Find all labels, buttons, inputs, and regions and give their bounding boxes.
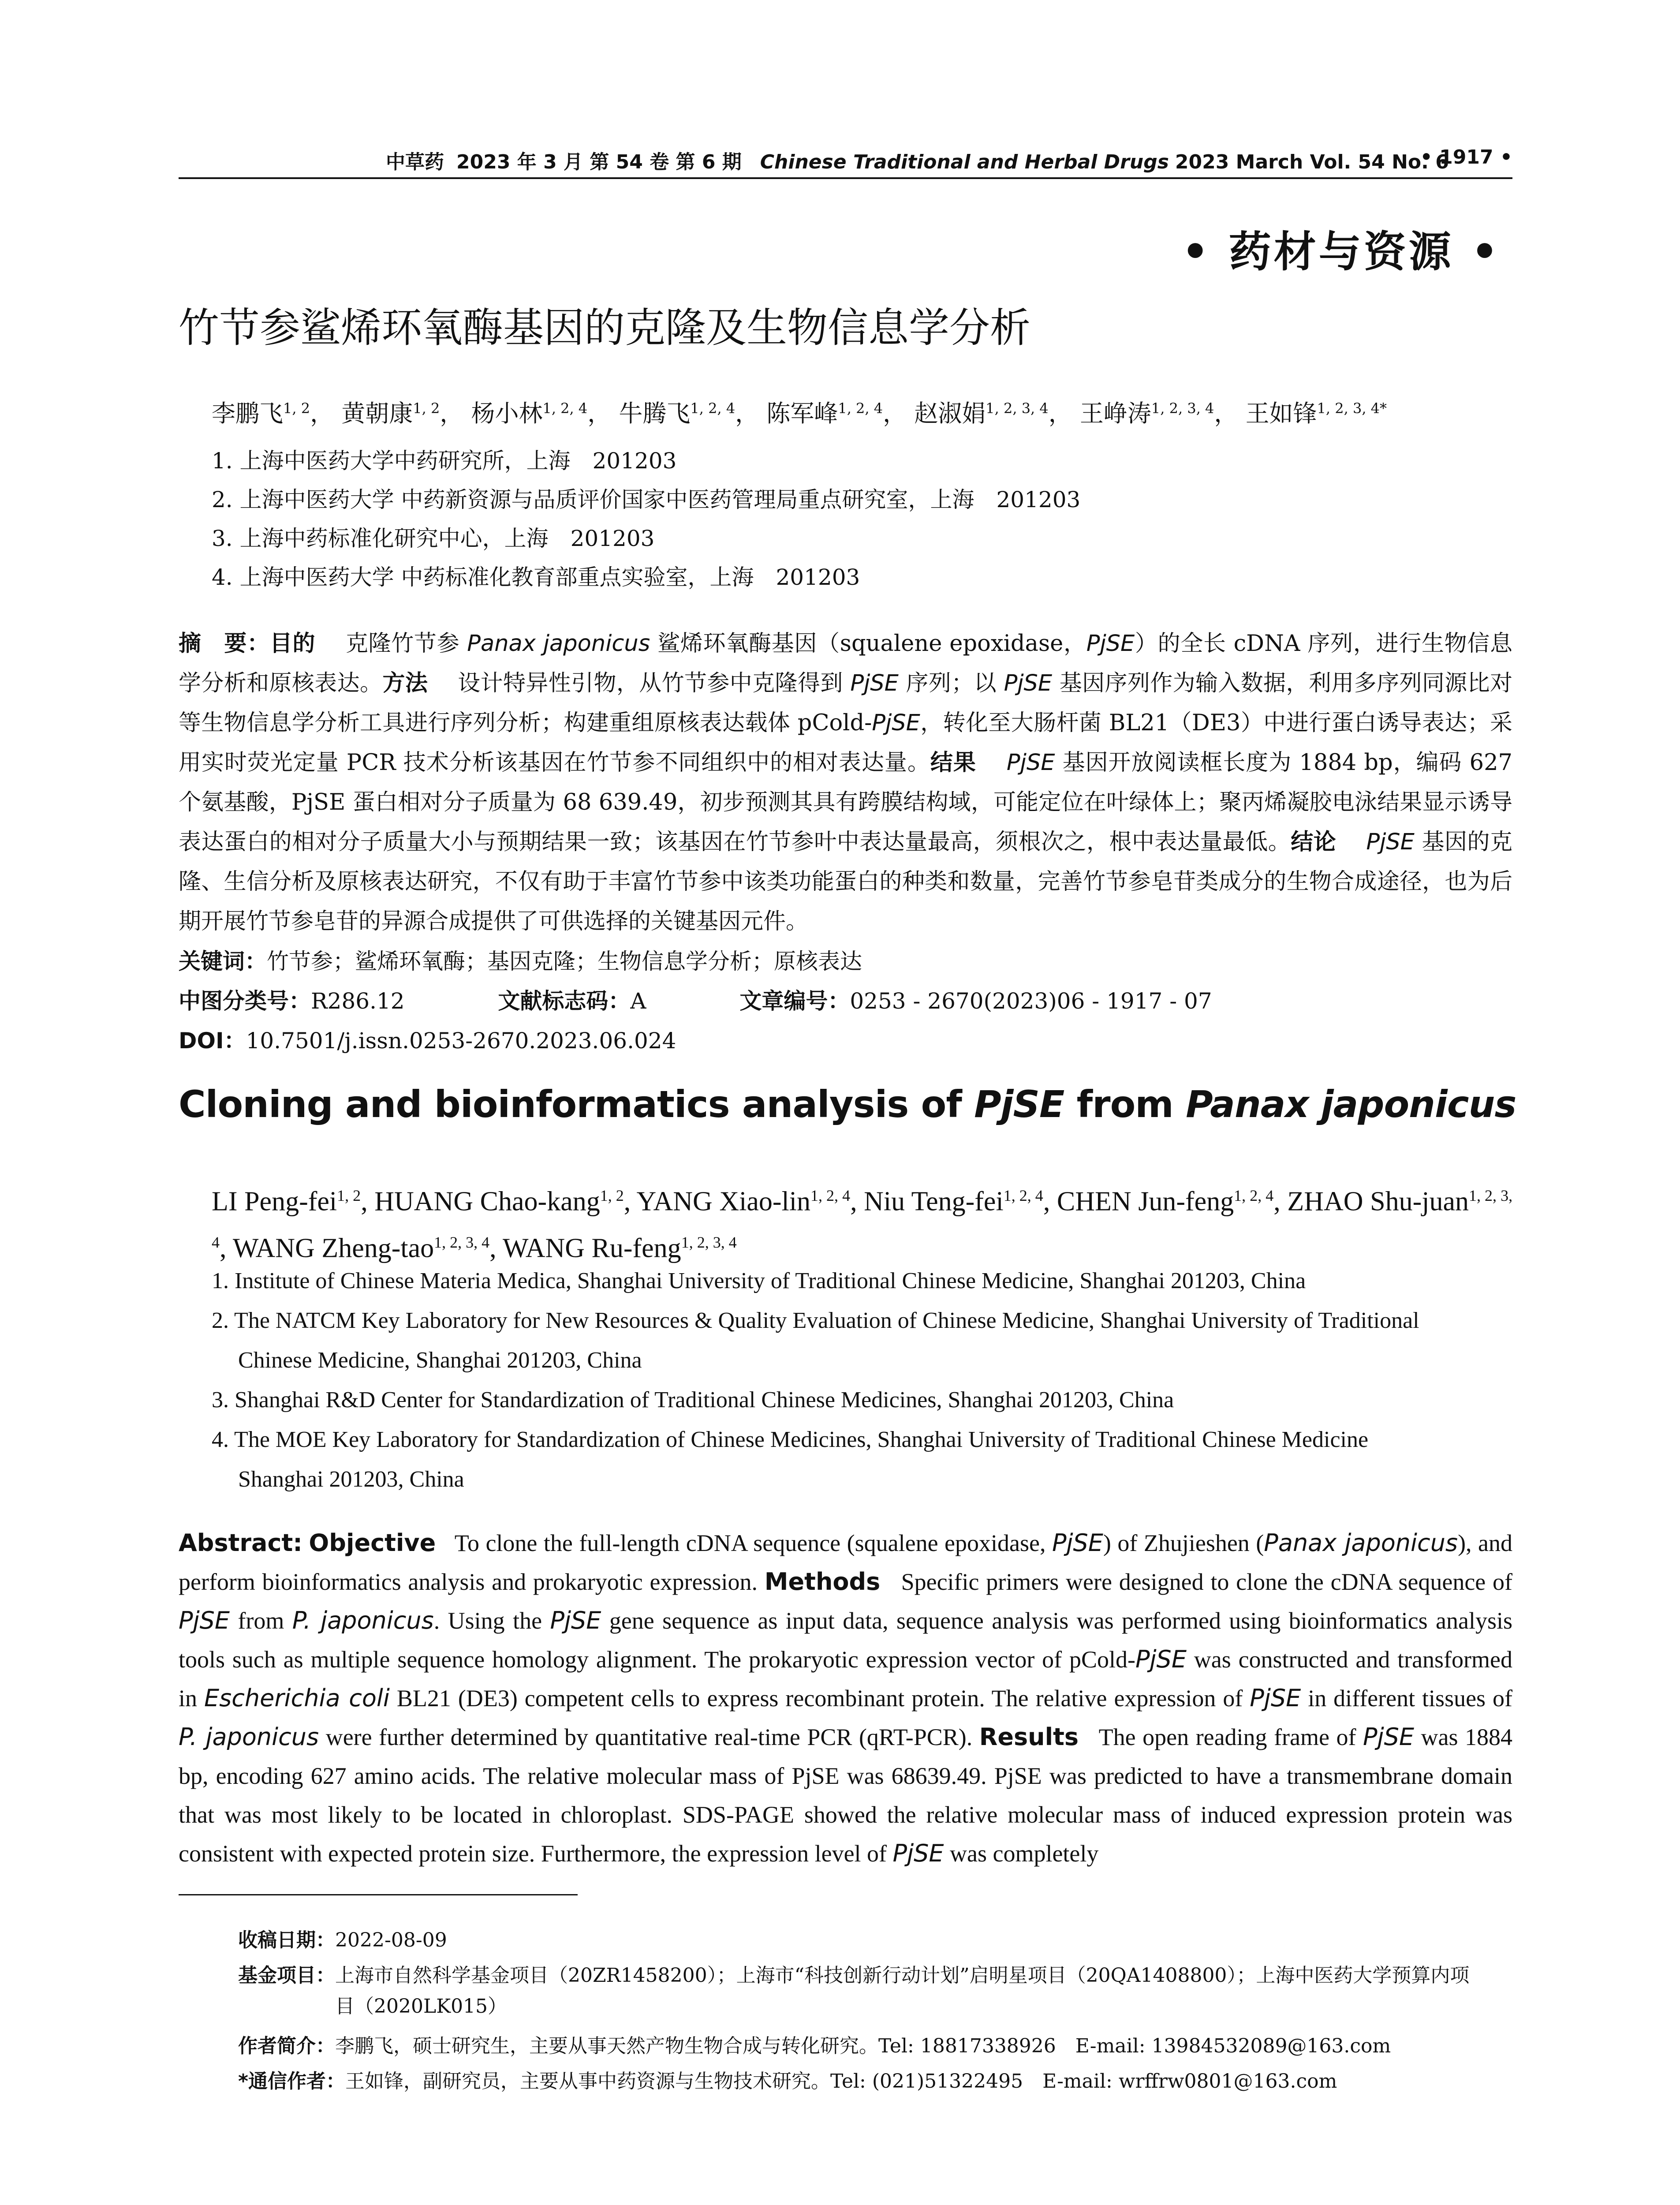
- abstract-en-text: was 1884 bp, encoding 627 amino acids. The relative molecular mass of PjSE was 68639.49. PjSE was predicted to have a transmembrane domain that was most likely to be located in chloroplast. SDS-PAGE showed the relative molecular mass of induced expression protein was consistent with expected protein size. Furthermore, the expression level of: [179, 1724, 1512, 1867]
- issue-en: 2023 March Vol. 54 No. 6: [1175, 151, 1449, 173]
- fund-label: 基金项目：: [238, 1964, 335, 1987]
- gene-name: PjSE: [1366, 829, 1415, 855]
- abstract-en-text: from: [229, 1607, 292, 1634]
- author-aff-cn: 1, 2, 3, 4: [986, 400, 1049, 417]
- abstract-en-text: ), and perform bioinformatics analysis and prokaryotic expression.: [179, 1530, 1513, 1595]
- abstract-text: 基因开放阅读框长度为 1884 bp，编码 627 个氨基酸，PjSE 蛋白相对分子质量为 68 639.49，初步预测其具有跨膜结构域，可能定位在叶绿体上；聚丙烯凝胶电泳结果显示诱导表达蛋白的相对分子质量大小与预期结果一致；该基因在竹节参叶中表达量最高，须根次之，根中表达量最低。: [179, 750, 1512, 855]
- affiliation-en-line: Shanghai 201203, China: [238, 1467, 464, 1492]
- abstract-en-label: Abstract:: [179, 1529, 302, 1557]
- doc-code-label: 文献标志码：: [498, 988, 631, 1014]
- author-aff-en: 1, 2, 3, 4: [434, 1233, 490, 1251]
- abstract-en-text: The open reading frame of: [1098, 1724, 1363, 1750]
- header-citation: [386, 146, 1449, 174]
- species-name: P. japonicus: [179, 1723, 319, 1751]
- author-cn: 王峥涛: [1079, 400, 1151, 427]
- fund-text: 目（2020LK015）: [335, 1995, 508, 2018]
- gene-name: PjSE: [1135, 1645, 1187, 1673]
- article-no-value: 0253 - 2670(2023)06 - 1917 - 07: [850, 988, 1212, 1014]
- author-en: WANG Zheng-tao: [232, 1233, 434, 1263]
- affiliation-en-line: 4. The MOE Key Laboratory for Standardization of Chinese Medicines, Shanghai University of Traditional Chinese Medicine: [212, 1427, 1369, 1452]
- species-name: Panax japonicus: [1264, 1529, 1458, 1557]
- header-rule: [179, 177, 1512, 179]
- clc-label: 中图分类号：: [179, 988, 311, 1014]
- received-label: 收稿日期：: [238, 1929, 335, 1951]
- corr-text: 王如锋，副研究员，主要从事中药资源与生物技术研究。Tel: (021)51322495 E-mail: wrffrw0801@163.com: [345, 2070, 1337, 2093]
- abstract-en-text: was completely: [944, 1840, 1099, 1867]
- author-cn: 陈军峰: [766, 400, 838, 427]
- abstract-en-text: . Using the: [433, 1607, 550, 1634]
- abstract-en-text: BL21 (DE3) competent cells to express recombinant protein. The relative expression of: [389, 1685, 1250, 1712]
- title-en-text: Cloning and bioinformatics analysis of: [179, 1083, 974, 1126]
- keywords-text: 竹节参；鲨烯环氧酶；基因克隆；生物信息学分析；原核表达: [267, 949, 862, 974]
- species-name: P. japonicus: [292, 1607, 434, 1634]
- affiliation-en-line: 3. Shanghai R&D Center for Standardization of Traditional Chinese Medicines, Shanghai 201203, China: [212, 1387, 1174, 1413]
- gene-name: PjSE: [1086, 631, 1135, 657]
- methods-label: 方法: [382, 670, 428, 696]
- affiliation-cn: 2. 上海中医药大学 中药新资源与品质评价国家中医药管理局重点研究室，上海 201203: [212, 487, 1081, 512]
- abstract-text: 鲨烯环氧酶基因（squalene epoxidase，: [650, 631, 1086, 657]
- title-en-text: from: [1064, 1083, 1186, 1126]
- abstract-en-text: was constructed and transformed in: [179, 1646, 1512, 1712]
- abstract-en-text: in different tissues of: [1301, 1685, 1513, 1712]
- gene-name: PjSE: [179, 1607, 230, 1634]
- affiliation-en: [212, 1261, 1512, 1301]
- title-en: [179, 1083, 1516, 1126]
- abstract-en-text: Specific primers were designed to clone the cDNA sequence of: [901, 1569, 1513, 1595]
- keywords-cn: [179, 944, 862, 975]
- gene-name: PjSE: [1052, 1529, 1103, 1557]
- abstract-text: 序列；以: [898, 670, 1004, 696]
- author-en: CHEN Jun-feng: [1057, 1186, 1234, 1217]
- author-cn: 赵淑娟: [914, 400, 986, 427]
- abstract-text: ）的全长 cDNA 序列，进行生物信息学分析和原核表达。: [179, 631, 1513, 696]
- classification-line: [179, 983, 1212, 1015]
- gene-name: PjSE: [892, 1839, 944, 1867]
- abstract-en-text: gene sequence as input data, sequence analysis was performed using bioinformatics analysis tools such as multiple sequence homology alignment. The prokaryotic expression vector of pCold-: [179, 1607, 1513, 1673]
- footnote-rule: [179, 1894, 578, 1895]
- doi-line: [179, 1023, 676, 1055]
- conclusion-label: 结论: [1291, 829, 1337, 855]
- gene-name: PjSE: [1363, 1723, 1414, 1751]
- section-tag: • 药材与资源 •: [1182, 227, 1501, 277]
- running-header: [179, 143, 1512, 179]
- affiliation-cn: 4. 上海中医药大学 中药标准化教育部重点实验室，上海 201203: [212, 564, 860, 590]
- author-aff-cn: 1, 2, 3, 4: [1151, 400, 1214, 417]
- doc-code-value: A: [630, 988, 646, 1014]
- author-en: LI Peng-fei: [212, 1186, 337, 1217]
- authors-en: LI Peng-fei$^{1, 2}$, HUANG Chao-kang$^{1, 2}$, YANG Xiao-lin$^{1, 2, 4}$, Niu Teng-fei$^{1, 2, 4}$, CHEN Jun-feng$^{1, 2, 4}$, ZHAO Shu-juan$^{1, 2, 3, 4}$, WANG Zheng-tao$^{1, 2, 3, 4}$, WANG Ru-feng$^{1, 2, 3, 4}$: [212, 1186, 1513, 1263]
- gene-name: PjSE: [850, 670, 899, 696]
- species-name: Escherichia coli: [204, 1684, 390, 1712]
- issue-cn: 2023 年 3 月 第 54 卷 第 6 期: [456, 151, 742, 173]
- species-name: Panax japonicus: [1186, 1083, 1516, 1126]
- abstract-cn: [179, 624, 1512, 942]
- author-aff-cn: 1, 2, 4: [838, 400, 883, 417]
- author-aff-en: 1, 2, 4: [1234, 1187, 1274, 1204]
- author-en: ZHAO Shu-juan: [1287, 1186, 1469, 1217]
- abstract-text: 设计特异性引物，从竹节参中克隆得到: [458, 670, 851, 696]
- title-cn: 竹节参鲨烯环氧酶基因的克隆及生物信息学分析: [179, 304, 1031, 351]
- affiliation-en-line: 1. Institute of Chinese Materia Medica, Shanghai University of Traditional Chinese Medicine, Shanghai 201203, China: [212, 1268, 1306, 1293]
- author-aff-en: 1, 2, 3, 4: [681, 1233, 737, 1251]
- affiliation-en: [212, 1380, 1512, 1420]
- page-number: • 1917 •: [1420, 146, 1512, 168]
- gene-name: PjSE: [1006, 750, 1055, 776]
- clc-value: R286.12: [311, 988, 405, 1014]
- gene-name: PjSE: [1004, 670, 1053, 696]
- abstract-en-text: To clone the full-length cDNA sequence (squalene epoxidase,: [454, 1530, 1052, 1556]
- authors-cn: 李鹏飞$^{1, 2}$， 黄朝康$^{1, 2}$， 杨小林$^{1, 2, 4}$， 牛腾飞$^{1, 2, 4}$， 陈军峰$^{1, 2, 4}$， 赵淑娟$^{1, 2, 3, 4}$， 王峥涛$^{1, 2, 3, 4}$， 王如锋$^{1, 2, 3, 4*}$: [212, 400, 1387, 427]
- journal-name-cn: 中草药: [386, 151, 444, 173]
- abstract-en-text: ) of Zhujieshen (: [1103, 1530, 1264, 1556]
- footnote-author-bio: [238, 2031, 1512, 2062]
- journal-name-en: Chinese Traditional and Herbal Drugs: [760, 151, 1169, 173]
- author-aff-en: 1, 2, 4: [810, 1187, 851, 1204]
- author-cn: 杨小林: [471, 400, 543, 427]
- author-aff-en: 1, 2, 4: [1003, 1187, 1043, 1204]
- fund-text: 上海市自然科学基金项目（20ZR1458200）；上海市“科技创新行动计划”启明星项目（20QA1408800）；上海中医药大学预算内项: [335, 1964, 1470, 1987]
- objective-label: 目的: [269, 631, 316, 657]
- abstract-text: 基因序列作为输入数据，利用多序列同源比对等生物信息学分析工具进行序列分析；构建重组原核表达载体 pCold-: [179, 670, 1512, 736]
- methods-en-label: Methods: [764, 1568, 881, 1596]
- affiliation-en: [212, 1420, 1512, 1499]
- gene-name: PjSE: [550, 1607, 601, 1634]
- author-cn: 李鹏飞: [212, 400, 283, 427]
- author-aff-cn: 1, 2, 4: [542, 400, 588, 417]
- abstract-en-text: were further determined by quantitative real-time PCR (qRT-PCR).: [319, 1724, 973, 1750]
- keywords-label: 关键词：: [179, 949, 267, 974]
- author-aff-en: 1, 2: [337, 1187, 361, 1204]
- doi-label: DOI：: [179, 1028, 246, 1054]
- author-aff-en: 1, 2: [600, 1187, 624, 1204]
- gene-name: PjSE: [872, 710, 920, 736]
- results-en-label: Results: [979, 1723, 1079, 1751]
- affiliation-en-line: 2. The NATCM Key Laboratory for New Resources & Quality Evaluation of Chinese Medicine, Shanghai University of Traditional: [212, 1308, 1419, 1333]
- results-label: 结果: [930, 750, 976, 776]
- bio-label: 作者简介：: [238, 2035, 335, 2057]
- author-en: HUANG Chao-kang: [374, 1186, 600, 1217]
- author-aff-cn: 1, 2: [283, 400, 310, 417]
- author-aff-cn: 1, 2: [413, 400, 440, 417]
- gene-name: PjSE: [1250, 1684, 1301, 1712]
- bio-text: 李鹏飞，硕士研究生，主要从事天然产物生物合成与转化研究。Tel: 18817338926 E-mail: 13984532089@163.com: [335, 2035, 1391, 2057]
- affiliation-en-line: Chinese Medicine, Shanghai 201203, China: [238, 1348, 642, 1373]
- author-aff-en: 1, 2, 3, 4: [212, 1187, 1513, 1251]
- abstract-text: ，转化至大肠杆菌 BL21（DE3）中进行蛋白诱导表达；采用实时荧光定量 PCR 技术分析该基因在竹节参不同组织中的相对表达量。: [179, 710, 1512, 776]
- author-aff-cn: 1, 2, 3, 4*: [1317, 400, 1387, 417]
- abstract-text: 克隆竹节参: [345, 631, 467, 657]
- author-cn: 王如锋: [1245, 400, 1317, 427]
- footnote-fund: [238, 1960, 1512, 2022]
- received-date: 2022-08-09: [335, 1929, 447, 1951]
- affiliation-en: [212, 1301, 1512, 1380]
- footnote-corresponding: [238, 2066, 1512, 2097]
- affiliation-cn: 1. 上海中医药大学中药研究所，上海 201203: [212, 448, 677, 474]
- objective-en-label: Objective: [309, 1529, 436, 1557]
- abstract-en: [179, 1524, 1512, 1873]
- author-en: YANG Xiao-lin: [636, 1186, 810, 1217]
- author-cn: 黄朝康: [341, 400, 413, 427]
- abstract-label: 摘 要：: [179, 631, 270, 657]
- author-aff-cn: 1, 2, 4: [690, 400, 735, 417]
- author-en: WANG Ru-feng: [503, 1233, 681, 1263]
- corr-label: *通信作者：: [238, 2070, 346, 2093]
- gene-name: PjSE: [974, 1083, 1064, 1126]
- doi-link[interactable]: 10.7501/j.issn.0253-2670.2023.06.024: [246, 1028, 676, 1054]
- abstract-text: 基因的克隆、生信分析及原核表达研究，不仅有助于丰富竹节参中该类功能蛋白的种类和数量，完善竹节参皂苷类成分的生物合成途径，也为后期开展竹节参皂苷的异源合成提供了可供选择的关键基因元件。: [179, 829, 1512, 934]
- article-no-label: 文章编号：: [739, 988, 850, 1014]
- author-cn: 牛腾飞: [619, 400, 691, 427]
- author-en: Niu Teng-fei: [864, 1186, 1004, 1217]
- footnote-received: [238, 1925, 1512, 1956]
- species-name: Panax japonicus: [467, 631, 650, 657]
- affiliation-cn: 3. 上海中药标准化研究中心，上海 201203: [212, 526, 655, 551]
